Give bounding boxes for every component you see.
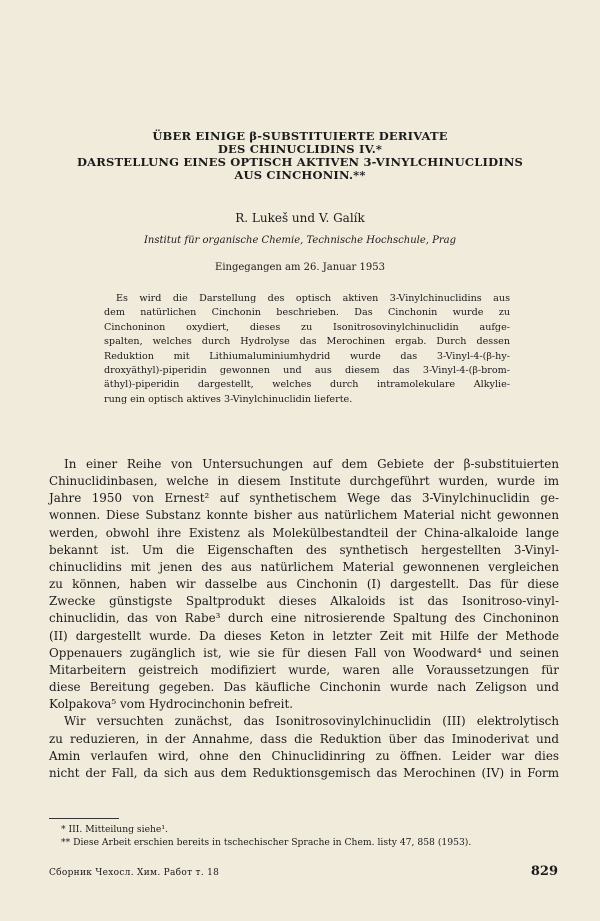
abstract-line: äthyl)-piperidin dargestellt, welches durch intramolekulare Alkylie-: [104, 379, 510, 391]
body-line: nicht der Fall, da sich aus dem Reduktionsgemisch das Merochinen (IV) in Form: [49, 765, 559, 780]
body-line: Wir versuchten zunächst, das Isonitrosovinylchinuclidin (III) elektrolytisch: [64, 714, 559, 729]
footnote: ** Diese Arbeit erschien bereits in tschechischer Sprache in Chem. listy 47, 858 (1953).: [61, 837, 472, 848]
footnotes: [49, 823, 569, 849]
body-line: Zwecke günstigste Spaltprodukt dieses Alkaloids ist das Isonitroso-vinyl-: [49, 594, 559, 609]
body-line: Chinuclidinbasen, welche in diesem Institute durchgeführt wurden, wurde im: [49, 474, 559, 489]
abstract-line: spalten, welches durch Hydrolyse das Merochinen ergab. Durch dessen: [104, 336, 510, 348]
abstract: [104, 292, 510, 407]
body-line: wonnen. Diese Substanz konnte bisher aus natürlichem Material nicht gewonnen: [49, 508, 559, 523]
title-line: DARSTELLUNG EINES OPTISCH AKTIVEN 3-VINYLCHINUCLIDINS: [76, 155, 524, 169]
body-line: Jahre 1950 von Ernest² auf synthetischem Wege das 3-Vinylchinuclidin ge-: [49, 491, 559, 506]
title-line: DES CHINUCLIDINS IV.*: [217, 142, 383, 156]
body-line: Kolpakova⁵ vom Hydrocinchonin befreit.: [49, 697, 294, 712]
footnote: * III. Mitteilung siehe¹.: [61, 824, 168, 835]
abstract-line: Es wird die Darstellung des optisch aktiven 3-Vinylchinuclidins aus: [116, 293, 510, 304]
journal-footer: Сборник Чехосл. Хим. Работ т. 18: [49, 868, 220, 878]
body-line: Amin verlaufen wird, ohne den Chinuclidinring zu öffnen. Leider war dies: [49, 748, 559, 763]
body-line: diese Bereitung gegeben. Das käufliche Cinchonin wurde nach Zeligson und: [49, 680, 559, 695]
article-title: [20, 130, 580, 182]
received-date: Eingegangen am 26. Januar 1953: [215, 262, 385, 273]
authors: R. Lukeš und V. Galík: [235, 211, 365, 225]
body-line: (II) dargestellt wurde. Da dieses Keton in letzter Zeit mit Hilfe der Methode: [49, 628, 559, 643]
abstract-line: Reduktion mit Lithiumaluminiumhydrid wurde das 3-Vinyl-4-(β-hy-: [104, 350, 510, 362]
title-line: AUS CINCHONIN.**: [234, 168, 366, 182]
body-line: zu reduzieren, in der Annahme, dass die Reduktion über das Iminoderivat und: [49, 731, 559, 746]
body-line: zu können, haben wir dasselbe aus Cinchonin (I) dargestellt. Das für diese: [49, 577, 559, 592]
abstract-line: dem natürlichen Cinchonin beschrieben. Das Cinchonin wurde zu: [104, 307, 510, 319]
page-number: 829: [530, 864, 558, 879]
title-line: ÜBER EINIGE β-SUBSTITUIERTE DERIVATE: [152, 129, 448, 143]
body-line: chinuclidins mit jenen des aus natürlichem Material gewonnenen vergleichen: [49, 559, 559, 574]
abstract-line: droxyäthyl)-piperidin gewonnen und aus diesem das 3-Vinyl-4-(β-brom-: [104, 365, 510, 377]
body-line: werden, obwohl ihre Existenz als Molekülbestandteil der China-alkaloide lange: [49, 525, 559, 540]
body-line: Oppenauers zugänglich ist, wie sie für diesen Fall von Woodward⁴ und seinen: [49, 645, 559, 660]
body-text: [49, 456, 559, 782]
body-line: chinuclidin, das von Rabe³ durch eine nitrosierende Spaltung des Cinchoninon: [49, 611, 559, 626]
abstract-line: rung ein optisch aktives 3-Vinylchinuclidin lieferte.: [104, 393, 353, 405]
body-line: In einer Reihe von Untersuchungen auf dem Gebiete der β-substituierten: [64, 457, 559, 471]
body-line: bekannt ist. Um die Eigenschaften des synthetisch hergestellten 3-Vinyl-: [49, 542, 559, 557]
footnote-rule: [49, 818, 119, 819]
abstract-line: Cinchoninon oxydiert, dieses zu Isonitrosovinylchinuclidin aufge-: [104, 321, 510, 333]
body-line: Mitarbeitern geistreich modifiziert wurde, waren alle Voraussetzungen für: [49, 662, 559, 677]
institute: Institut für organische Chemie, Technische Hochschule, Prag: [143, 235, 457, 246]
